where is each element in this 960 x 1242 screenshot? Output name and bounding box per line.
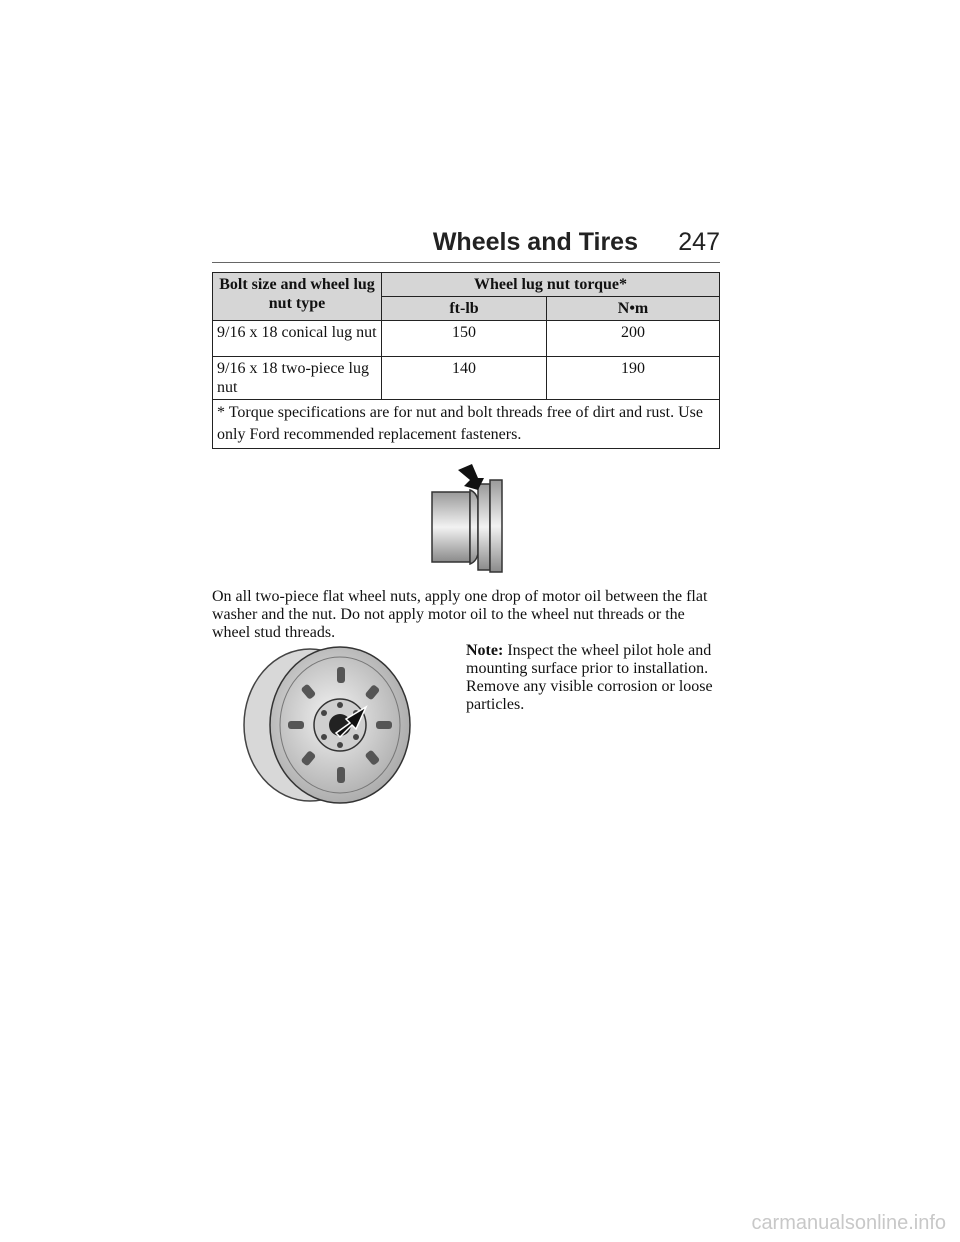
torque-table bbox=[212, 272, 720, 449]
table-header-ftlb: ft-lb bbox=[382, 297, 547, 321]
wheel-illustration bbox=[240, 645, 415, 805]
section-title: Wheels and Tires bbox=[432, 228, 638, 256]
table-row bbox=[213, 321, 720, 357]
table-header-torque: Wheel lug nut torque* bbox=[382, 273, 720, 297]
note-text: Inspect the wheel pilot hole and mounting surface prior to installation. Remove any visible corrosion or loose particles. bbox=[466, 642, 713, 713]
page-number: 247 bbox=[678, 228, 720, 256]
table-footnote: * Torque specifications are for nut and bolt threads free of dirt and rust. Use only Ford recommended replacement fasteners. bbox=[213, 400, 720, 449]
table-row bbox=[213, 357, 720, 400]
bolt-cell: 9/16 x 18 conical lug nut bbox=[213, 321, 382, 357]
note-label: Note: bbox=[466, 642, 504, 659]
bolt-cell: 9/16 x 18 two-piece lug nut bbox=[213, 357, 382, 400]
note-paragraph bbox=[466, 642, 726, 714]
nm-cell: 200 bbox=[547, 321, 720, 357]
body-paragraph: On all two-piece flat wheel nuts, apply one drop of motor oil between the flat washer and the nut. Do not apply motor oil to the wheel nut threads or the wheel stud threads. bbox=[212, 588, 708, 641]
ftlb-cell: 140 bbox=[382, 357, 547, 400]
table-header-bolt: Bolt size and wheel lug nut type bbox=[213, 273, 382, 321]
lug-nut-illustration bbox=[428, 460, 508, 575]
nm-cell: 190 bbox=[547, 357, 720, 400]
watermark: carmanualsonline.info bbox=[751, 1212, 946, 1234]
table-header-nm: N•m bbox=[547, 297, 720, 321]
ftlb-cell: 150 bbox=[382, 321, 547, 357]
page-header bbox=[212, 228, 720, 263]
